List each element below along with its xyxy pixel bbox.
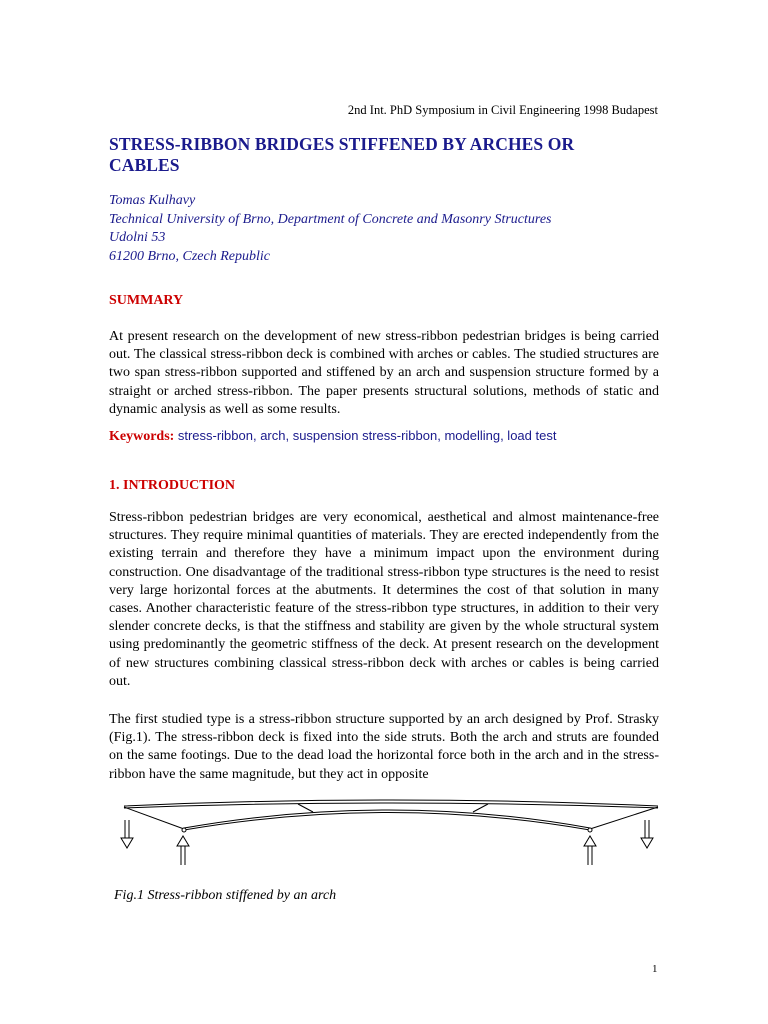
figure-caption: Fig.1 Stress-ribbon stiffened by an arch: [114, 888, 337, 903]
author-name: Tomas Kulhavy: [109, 193, 196, 208]
right-down-arrow: [641, 820, 653, 848]
left-strut: [124, 807, 184, 829]
introduction-paragraph-1: Stress-ribbon pedestrian bridges are very economical, aesthetical and almost maintenance-free structures. They require minimal quantities of materials. They are erected independently from the existing terrain and therefore they have a minimum impact upon the environment during construction. One disadvantage of the traditional stress-ribbon type structures is the need to resist very large horizontal forces at the abutments. It determines the cost of that solution in many cases. Another characteristic feature of the stress-ribbon type structures, in addition to their very slender concrete decks, is that the stiffness and stability are given by the whole structural system using predominantly the geometric stiffness of the deck. At present research on the development of new structures combining classical stress-ribbon deck with arches or cables is being carried out.: [109, 510, 659, 689]
introduction-paragraph-2: The first studied type is a stress-ribbon structure supported by an arch designed by Prof. Strasky (Fig.1). The stress-ribbon deck is fixed into the side struts. Both the arch and struts are founded on the same footings. Due to the dead load the horizontal force both in the arch and in the stress-ribbon have the same magnitude, but they act in opposite: [109, 712, 659, 782]
summary-heading: SUMMARY: [109, 293, 184, 308]
author-city: 61200 Brno, Czech Republic: [109, 248, 270, 264]
keywords-line: [109, 428, 556, 445]
author-affiliation: Technical University of Brno, Department of Concrete and Masonry Structures: [109, 211, 552, 227]
summary-text: At present research on the development of new stress-ribbon pedestrian bridges is being carried out. The classical stress-ribbon deck is combined with arches or cables. The studied structures are two span stress-ribbon supported and stiffened by an arch and suspension structure formed by a straight or arched stress-ribbon. The paper presents structural solutions, methods of static and dynamic analysis as well as some results.: [109, 329, 659, 417]
right-up-arrow: [584, 836, 596, 865]
title-line-1: STRESS-RIBBON BRIDGES STIFFENED BY ARCHES OR: [109, 134, 575, 154]
left-down-arrow: [121, 820, 133, 848]
keywords-label: Keywords:: [109, 429, 175, 444]
author-block: [109, 192, 552, 266]
arch-line-inner: [184, 813, 590, 831]
right-connection: [473, 804, 488, 812]
left-up-arrow: [177, 836, 189, 865]
paper-title: [109, 134, 669, 176]
conference-header: 2nd Int. PhD Symposium in Civil Engineering 1998 Budapest: [347, 103, 658, 117]
page-number: 1: [652, 963, 658, 975]
left-footing: [182, 828, 186, 832]
author-street: Udolni 53: [109, 230, 166, 245]
keywords-text: stress-ribbon, arch, suspension stress-ribbon, modelling, load test: [177, 428, 557, 443]
right-strut: [590, 807, 658, 829]
left-connection: [298, 804, 313, 812]
introduction-heading: 1. INTRODUCTION: [109, 478, 236, 493]
ribbon-deck-bottom: [124, 803, 658, 808]
title-line-2: CABLES: [109, 155, 180, 175]
bridge-figure: [118, 798, 663, 878]
right-footing: [588, 828, 592, 832]
